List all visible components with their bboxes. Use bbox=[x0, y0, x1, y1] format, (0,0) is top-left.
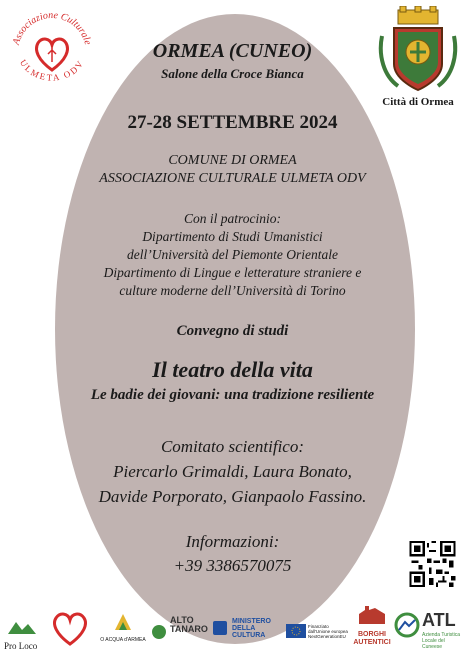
committee-members-1: Piercarlo Grimaldi, Laura Bonato, bbox=[113, 462, 352, 481]
committee-heading: Comitato scientifico: bbox=[160, 437, 305, 456]
assoc-logo-top-text: Associazione Culturale bbox=[10, 10, 94, 47]
tanaro-label: TANARO bbox=[170, 624, 208, 634]
borghi-label-1: BORGHI bbox=[358, 631, 386, 638]
event-title: Il teatro della vita bbox=[152, 357, 313, 382]
patronage-line: dell’Università del Piemonte Orientale bbox=[126, 247, 339, 262]
patronage-block bbox=[0, 210, 465, 300]
atl-sub-1: Azienda Turistica bbox=[422, 632, 461, 638]
acqua-label: O ACQUA d'ARMEA bbox=[100, 637, 146, 643]
pro-loco-icon bbox=[4, 618, 40, 636]
pro-loco-logo bbox=[4, 618, 44, 651]
pro-loco-label: Pro Loco bbox=[4, 641, 38, 651]
heart-icon bbox=[50, 610, 90, 648]
event-type: Convegno di studi bbox=[176, 323, 289, 339]
atl-label: ATL bbox=[422, 610, 456, 630]
committee-block bbox=[0, 434, 465, 509]
ministero-label-3: CULTURA bbox=[232, 632, 266, 639]
eu-flag-icon bbox=[286, 624, 306, 638]
ministero-icon bbox=[212, 620, 228, 636]
venue: Salone della Croce Bianca bbox=[161, 66, 304, 81]
eu-label-3: NextGenerationEU bbox=[308, 634, 346, 639]
info-block bbox=[0, 530, 465, 578]
event-subtitle: Le badie dei giovani: una tradizione resiliente bbox=[90, 387, 375, 403]
alto-tanaro-icon bbox=[150, 624, 168, 640]
organizer-comune: COMUNE DI ORMEA bbox=[168, 153, 297, 168]
alto-label: ALTO bbox=[170, 615, 194, 625]
place-title: ORMEA (CUNEO) bbox=[152, 40, 313, 62]
qr-code[interactable] bbox=[409, 541, 456, 587]
committee-members-2: Davide Porporato, Gianpaolo Fassino. bbox=[98, 487, 367, 506]
eu-label-2: dall'Unione europea bbox=[308, 629, 348, 634]
organizer-associazione: ASSOCIAZIONE CULTURALE ULMETA ODV bbox=[99, 171, 366, 186]
mountain-drop-icon bbox=[113, 610, 133, 632]
ministero-label-1: MINISTERO bbox=[232, 618, 271, 625]
borghi-icon bbox=[357, 604, 387, 626]
assoc-logo-bottom-text: ULMETA ODV bbox=[17, 57, 87, 83]
atl-sub-2: Locale del Cuneese bbox=[422, 638, 445, 650]
organizers bbox=[0, 152, 465, 188]
eu-label-1: Finanziato bbox=[308, 624, 329, 629]
qr-code-icon bbox=[409, 541, 456, 587]
borghi-label-2: AUTENTICI bbox=[353, 639, 391, 646]
patronage-line: Dipartimento di Lingue e letterature straniere e bbox=[103, 265, 362, 280]
city-name: Città di Ormea bbox=[382, 96, 454, 108]
borghi-autentici-logo bbox=[352, 604, 392, 647]
patronage-line: Dipartimento di Studi Umanistici bbox=[142, 229, 323, 244]
ulmeta-footer-logo bbox=[50, 610, 90, 653]
acqua-logo bbox=[98, 610, 148, 643]
atl-icon bbox=[394, 612, 420, 638]
patronage-heading: Con il patrocinio: bbox=[184, 211, 281, 226]
info-heading: Informazioni: bbox=[185, 532, 280, 551]
footer-logos bbox=[0, 604, 465, 654]
event-dates: 27-28 SETTEMBRE 2024 bbox=[127, 112, 338, 133]
info-phone[interactable]: +39 3386570075 bbox=[173, 556, 292, 575]
patronage-line: culture moderne dell’Università di Torino bbox=[119, 283, 346, 298]
ministero-label-2: DELLA bbox=[232, 625, 256, 632]
